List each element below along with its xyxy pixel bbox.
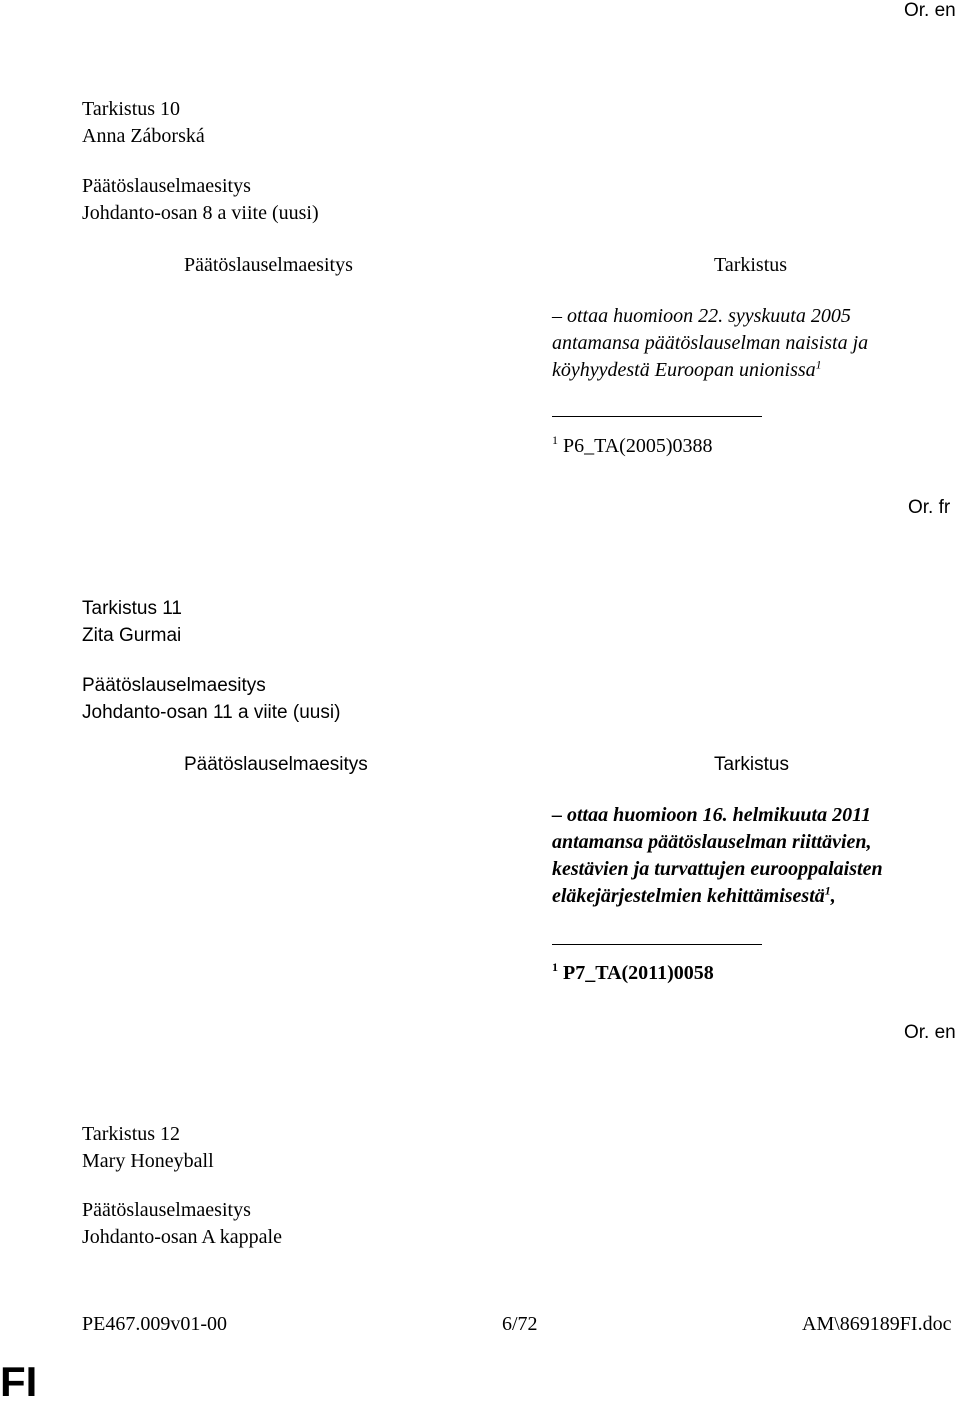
- original-language: Or. fr: [908, 497, 951, 518]
- footnote-mark: 1: [552, 960, 558, 974]
- amendment-location: Johdanto-osan 11 a viite (uusi): [82, 702, 341, 723]
- footnote-separator: [552, 416, 762, 417]
- amendment-text-line: eläkejärjestelmien kehittämisestä$^1$,: [552, 883, 836, 907]
- amendment-author: Anna Záborská: [82, 125, 205, 147]
- footer-language-code: FI: [0, 1358, 38, 1405]
- original-language: Or. en: [904, 0, 956, 21]
- original-language: Or. en: [904, 1022, 956, 1043]
- document-type: Päätöslauselmaesitys: [82, 675, 266, 696]
- column-header-right: Tarkistus: [714, 254, 788, 276]
- amendment-author: Mary Honeyball: [82, 1150, 214, 1172]
- amendment-number: Tarkistus 10: [82, 98, 181, 120]
- document-type: Päätöslauselmaesitys: [82, 175, 251, 197]
- column-header-left: Päätöslauselmaesitys: [184, 254, 353, 276]
- amendment-text-line: antamansa päätöslauselman naisista ja: [552, 332, 869, 354]
- footnote-reference: 1: [824, 883, 831, 898]
- amendment-author: Zita Gurmai: [82, 625, 182, 646]
- document-type: Päätöslauselmaesitys: [82, 1199, 251, 1221]
- footnote-separator: [552, 944, 762, 945]
- amendment-number: Tarkistus 11: [82, 598, 182, 619]
- footer-document-id: PE467.009v01-00: [82, 1313, 227, 1335]
- amendment-location: Johdanto-osan 8 a viite (uusi): [82, 202, 319, 224]
- column-header-left: Päätöslauselmaesitys: [184, 754, 368, 775]
- footer-file-name: AM\869189FI.doc: [802, 1313, 952, 1335]
- amendment-text-line: – ottaa huomioon 16. helmikuuta 2011: [552, 804, 871, 826]
- footnote-mark: 1: [552, 433, 558, 447]
- column-header-right: Tarkistus: [714, 754, 789, 775]
- footnote: $^1$ P7_TA(2011)0058: [552, 960, 714, 984]
- amendment-text-line: antamansa päätöslauselman riittävien,: [552, 831, 872, 853]
- footer-page-number: 6/72: [502, 1313, 538, 1335]
- footnote: $^1$ P6_TA(2005)0388: [552, 433, 713, 457]
- amendment-location: Johdanto-osan A kappale: [82, 1226, 282, 1248]
- amendment-text-line: – ottaa huomioon 22. syyskuuta 2005: [552, 305, 851, 327]
- amendment-number: Tarkistus 12: [82, 1123, 181, 1145]
- footnote-reference: 1: [815, 357, 822, 372]
- amendment-text-line: köyhyydestä Euroopan unionissa$^1$: [552, 357, 822, 381]
- amendment-text-line: kestävien ja turvattujen eurooppalaisten: [552, 858, 883, 880]
